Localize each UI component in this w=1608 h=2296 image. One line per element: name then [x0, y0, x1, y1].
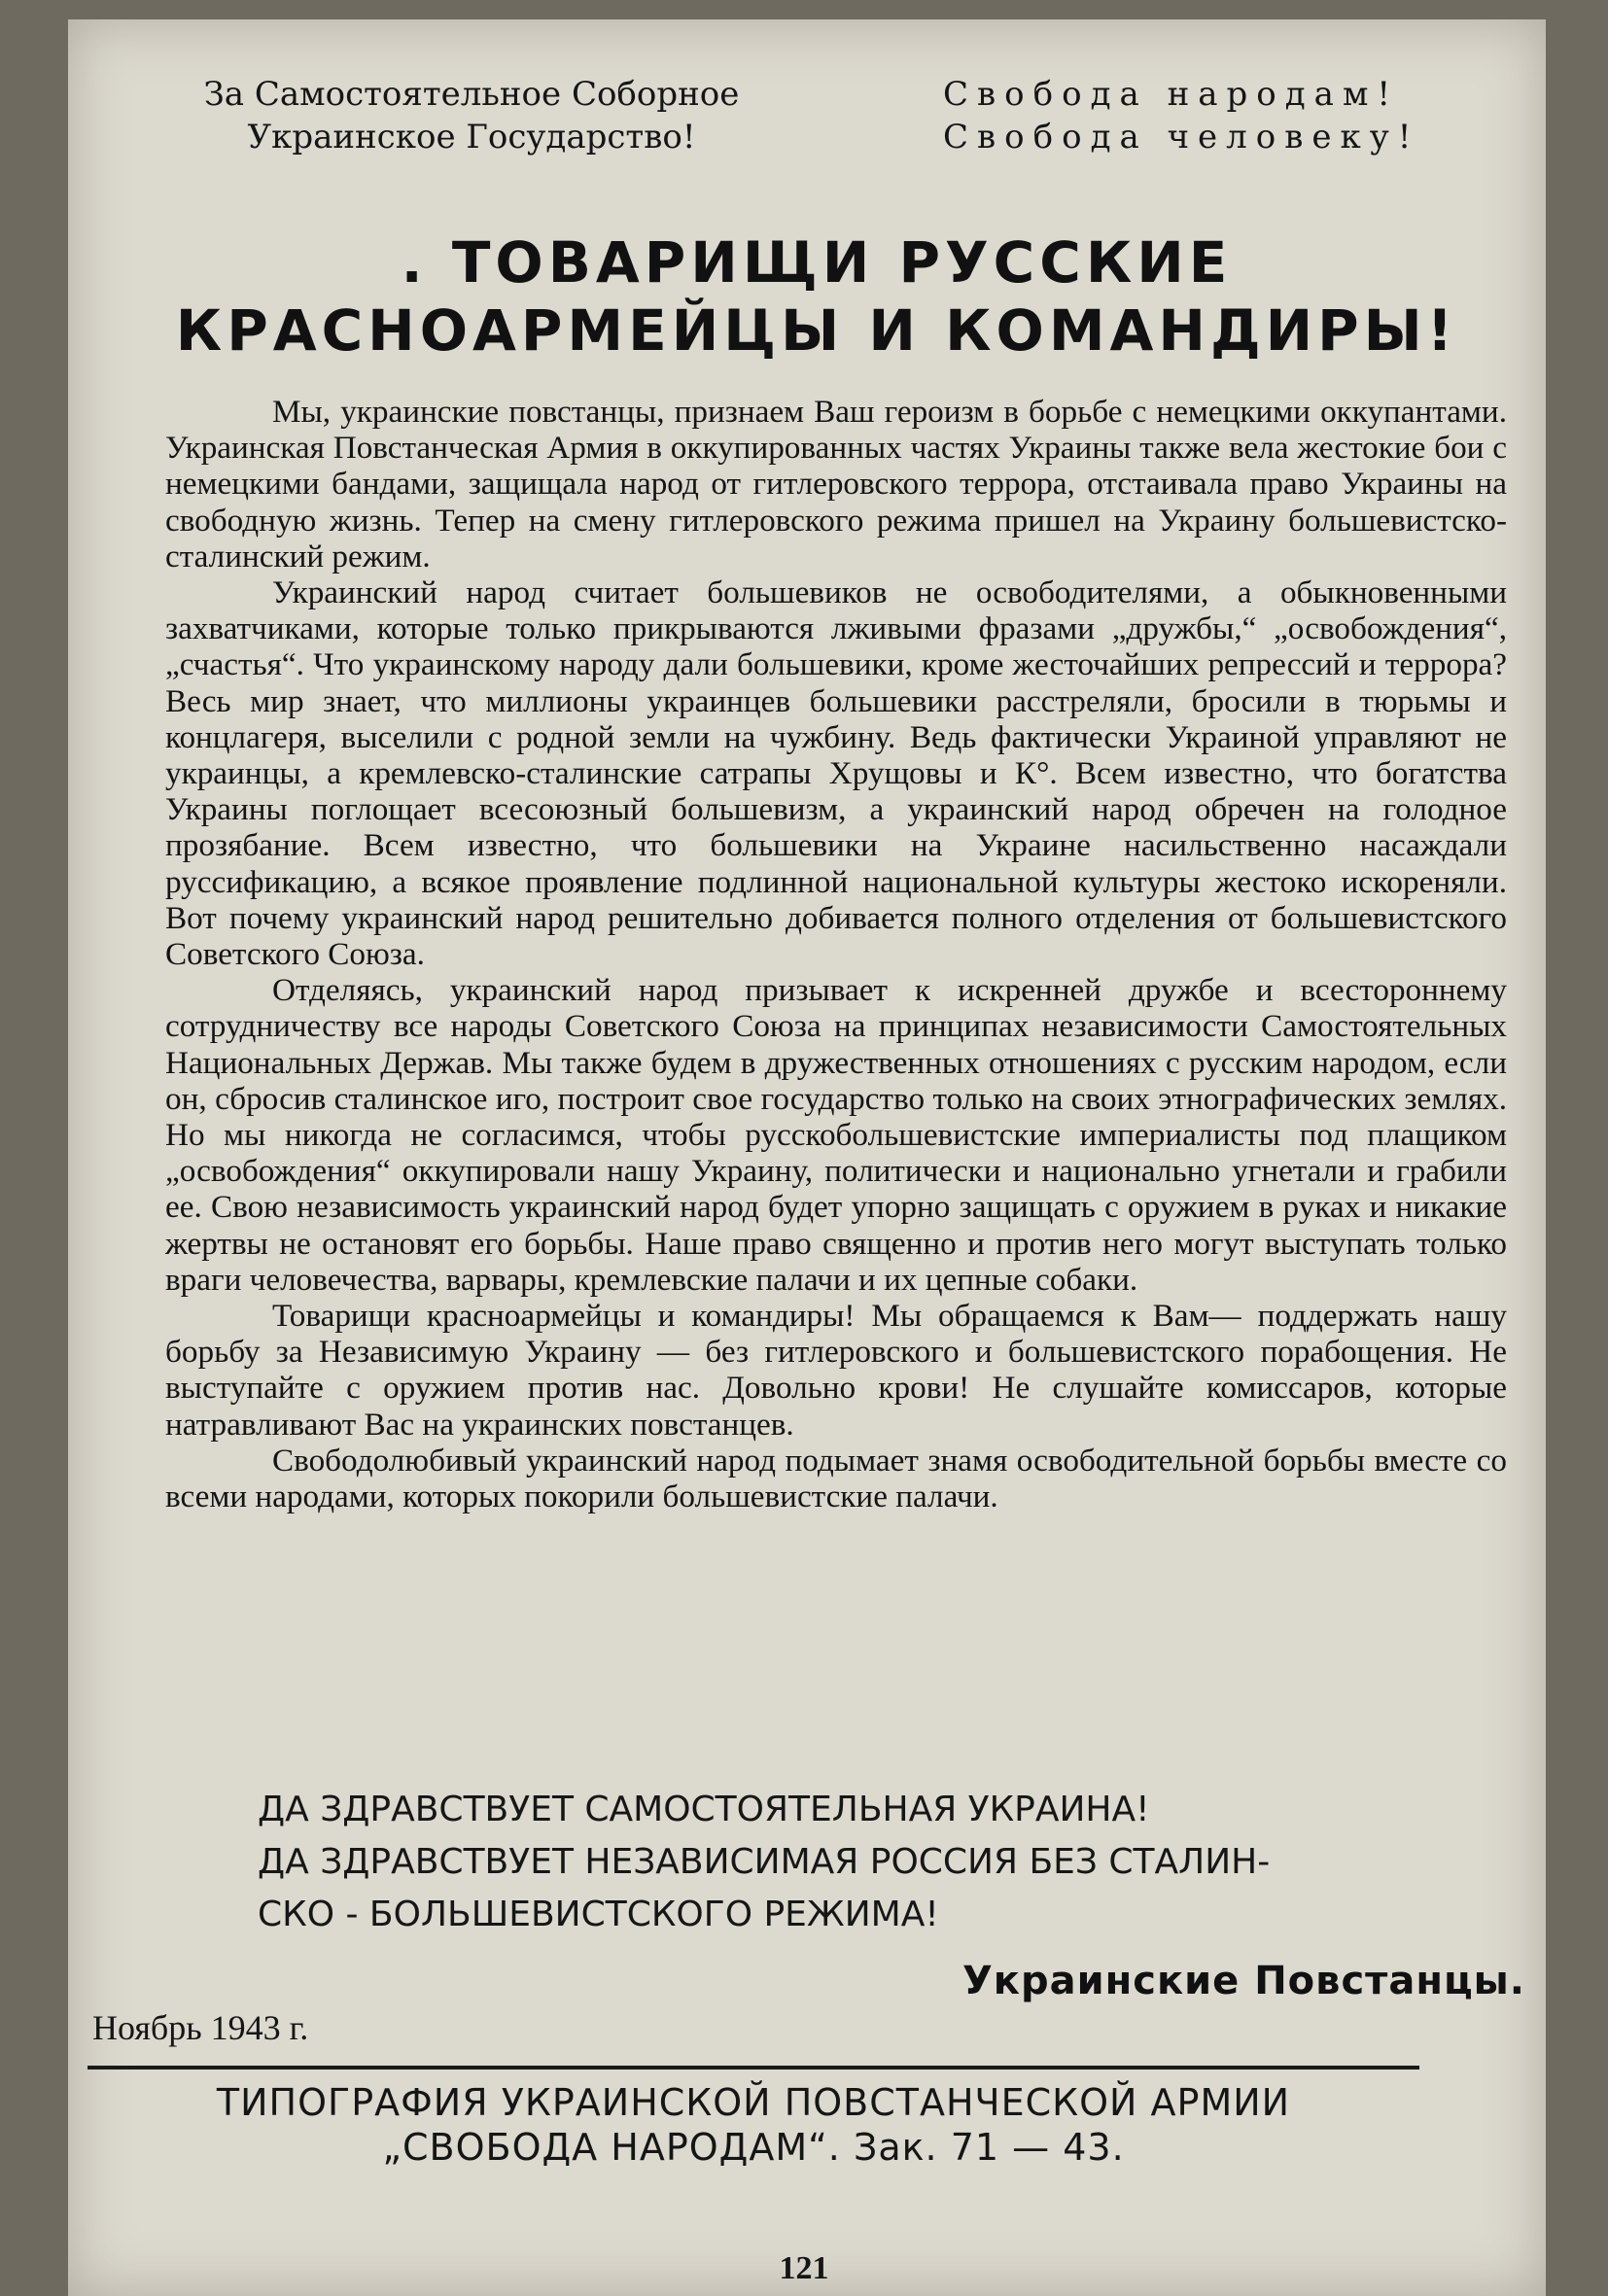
body-paragraph: Украинский народ считает большевиков не освободителями, а обыкновенными захватчиками, которые только прикрываются лживыми фразами „дружбы,“ „освобождения“, „счастья“. Что украинскому народу дали большевики, кроме жесточайших репрессий и террора? Весь мир знает, что миллионы украинцев большевики расстреляли, бросили в тюрьмы и концлагеря, выселили с родной земли на чужбину. Ведь фактически Украиной управляют не украинцы, а кремлевско-сталинские сатрапы Хрущовы и К°. Всем известно, что богатства Украины поглощает всесоюзный большевизм, а украинский народ обречен на голодное прозябание. Всем известно, что большевики на Украине насильственно насаждали руссификацию, а всякое проявление подлинной национальной культуры жестоко искореняли. Вот почему украинский народ решительно добивается полного отделения от большевистского Советского Союза. [165, 574, 1507, 973]
printer-line1: ТИПОГРАФИЯ УКРАИНСКОЙ ПОВСТАНЧЕСКОЙ АРМИИ [216, 2081, 1291, 2124]
slogan-line: СКО - БОЛЬШЕВИСТСКОГО РЕЖИМА! [258, 1895, 939, 1934]
body-paragraph: Свободолюбивый украинский народ подымает знамя освободительной борьбы вместе со всеми народами, которых покорили большевистские палачи. [165, 1442, 1507, 1515]
header-left-slogan [170, 73, 773, 158]
leaflet-body [165, 394, 1507, 1514]
divider-rule [87, 2066, 1419, 2070]
slogan-line: ДА ЗДРАВСТВУЕТ НЕЗАВИСИМАЯ РОССИЯ БЕЗ СТАЛИН- [258, 1842, 1271, 1882]
header-left-line2: Украинское Государство! [247, 118, 696, 157]
title-line1: . ТОВАРИЩИ РУССКИЕ [401, 229, 1233, 296]
header-right-line1: Свобода народам! [943, 75, 1400, 114]
body-paragraph: Товарищи красноармейцы и командиры! Мы обращаемся к Вам— поддержать нашу борьбу за Независимую Украину — без гитлеровского и большевистского порабощения. Не выступайте с оружием против нас. Довольно крови! Не слушайте комиссаров, которые натравливают Вас на украинских повстанцев. [165, 1298, 1507, 1443]
closing-slogans [258, 1784, 1424, 1941]
leaflet-title [165, 228, 1468, 365]
printer-imprint [87, 2080, 1419, 2170]
leaflet-page [68, 19, 1546, 2296]
body-paragraph: Мы, украинские повстанцы, признаем Ваш героизм в борьбе с немецкими оккупантами. Украинская Повстанческая Армия в оккупированных частях Украины также вела жестокие бои с немецкими бандами, защищала народ от гитлеровского террора, отстаивала право Украины на свободную жизнь. Тепер на смену гитлеровского режима пришел на Украину большевистско-сталинский режим. [165, 394, 1507, 574]
header-right-line2: Свобода человеку! [943, 118, 1420, 157]
signature: Украинские Повстанцы. [961, 1959, 1525, 2003]
page-number: 121 [779, 2250, 829, 2286]
slogan-line: ДА ЗДРАВСТВУЕТ САМОСТОЯТЕЛЬНАЯ УКРАИНА! [258, 1790, 1150, 1829]
printer-line2: „СВОБОДА НАРОДАМ“. Зак. 71 — 43. [382, 2126, 1125, 2169]
body-paragraph: Отделяясь, украинский народ призывает к искренней дружбе и всестороннему сотрудничеству все народы Советского Союза на принципах независимости Самостоятельных Национальных Держав. Мы также будем в дружественных отношениях с русским народом, если он, сбросив сталинское иго, построит свое государство только на своих этнографических землях. Но мы никогда не согласимся, чтобы русскобольшевистские империалисты под плащиком „освобождения“ оккупировали нашу Украину, политически и национально угнетали и грабили ее. Свою независимость украинский народ будет упорно защищать с оружием в руках и никакие жертвы не остановят его борьбы. Наше право священно и против него могут выступать только враги человечества, варвары, кремлевские палачи и их цепные собаки. [165, 972, 1507, 1298]
date: Ноябрь 1943 г. [92, 2008, 309, 2047]
header-right-slogan [943, 73, 1487, 158]
title-line2: КРАСНОАРМЕЙЦЫ И КОМАНДИРЫ! [175, 297, 1458, 364]
header-left-line1: За Самостоятельное Соборное [203, 75, 740, 114]
